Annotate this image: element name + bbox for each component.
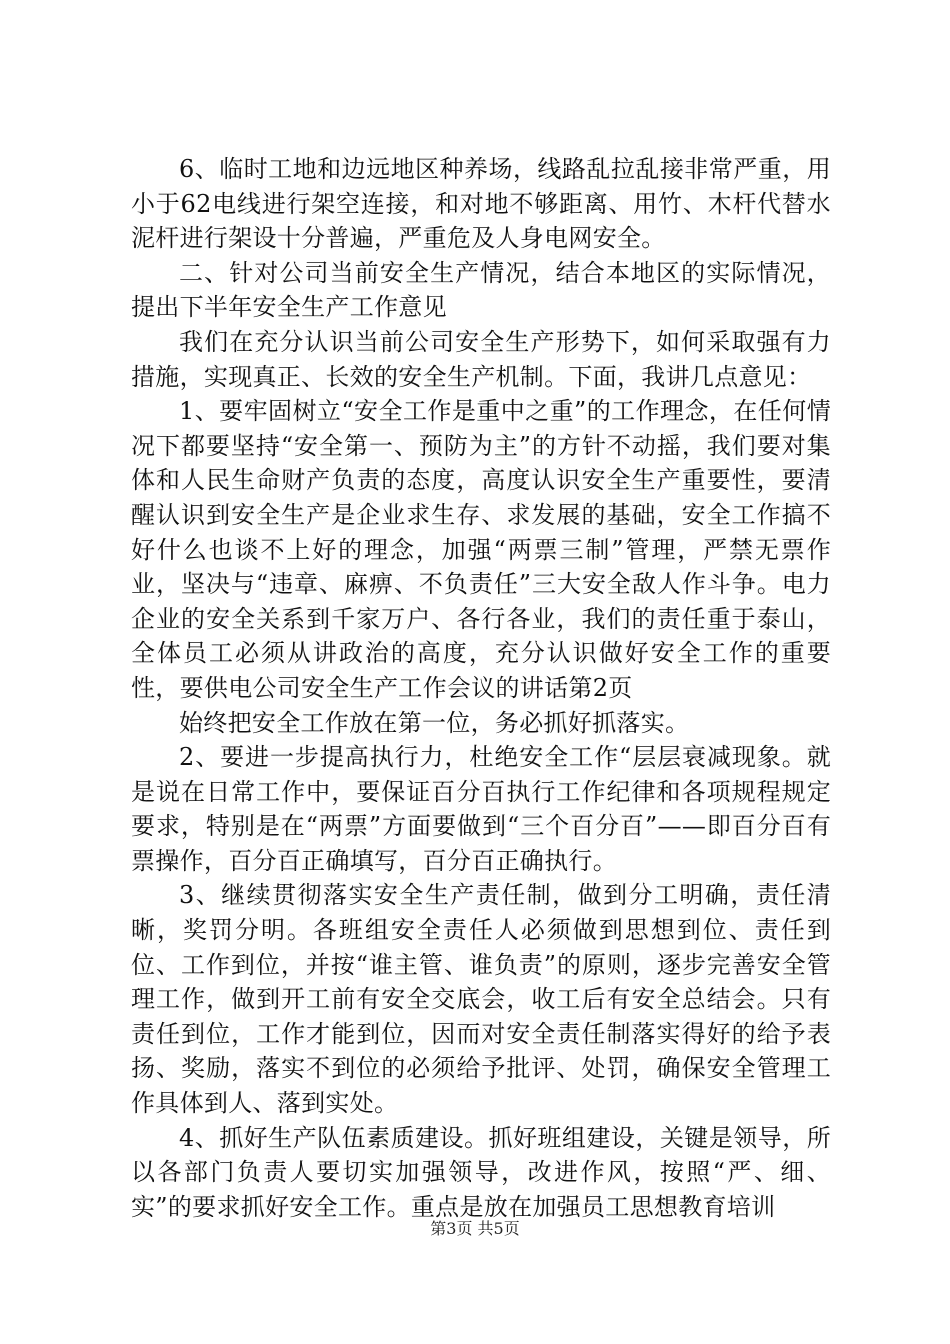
paragraph-point-3: 3、继续贯彻落实安全生产责任制，做到分工明确，责任清晰，奖罚分明。各班组安全责任人必须做到思想到位、责任到位、工作到位，并按“谁主管、谁负责”的原则，逐步完善安全管理工作，做到开工前有安全交底会，收工后有安全总结会。只有责任到位，工作才能到位，因而对安全责任制落实得好的给予表扬、奖励，落实不到位的必须给予批评、处罚，确保安全管理工作具体到人、落到实处。 [131, 881, 831, 1118]
paragraph-point-4: 4、抓好生产队伍素质建设。抓好班组建设，关键是领导，所以各部门负责人要切实加强领导，改进作风，按照“严、细、实”的要求抓好安全工作。重点是放在加强员工思想教育培训 [131, 1123, 831, 1221]
document-body [131, 152, 831, 1224]
paragraph-point-2: 2、要进一步提高执行力，杜绝安全工作“层层衰减现象。就是说在日常工作中，要保证百分百执行工作纪律和各项规程规定要求，特别是在“两票”方面要做到“三个百分百”——即百分百有票操作，百分百正确填写，百分百正确执行。 [131, 743, 831, 875]
paragraph-point-1: 1、要牢固树立“安全工作是重中之重”的工作理念，在任何情况下都要坚持“安全第一、预防为主”的方针不动摇，我们要对集体和人民生命财产负责的态度，高度认识安全生产重要性，要清醒认识到安全生产是企业求生存、求发展的基础，安全工作搞不好什么也谈不上好的理念，加强“两票三制”管理，严禁无票作业，坚决与“违章、麻痹、不负责任”三大安全敌人作斗争。电力企业的安全关系到千家万户、各行各业，我们的责任重于泰山，全体员工必须从讲政治的高度，充分认识做好安全工作的重要性，要供电公司安全生产工作会议的讲话第2页 [131, 397, 831, 702]
paragraph-intro: 我们在充分认识当前公司安全生产形势下，如何采取强有力措施，实现真正、长效的安全生产机制。下面，我讲几点意见： [131, 327, 831, 391]
paragraph-item-6: 6、临时工地和边远地区种养场，线路乱拉乱接非常严重，用小于62电线进行架空连接，和对地不够距离、用竹、木杆代替水泥杆进行架设十分普遍，严重危及人身电网安全。 [131, 155, 831, 253]
paragraph-continuation: 始终把安全工作放在第一位，务必抓好抓落实。 [179, 708, 690, 737]
section-heading-2: 二、针对公司当前安全生产情况，结合本地区的实际情况，提出下半年安全生产工作意见 [131, 258, 831, 322]
page-footer: 第3页 共5页 [430, 1219, 520, 1238]
